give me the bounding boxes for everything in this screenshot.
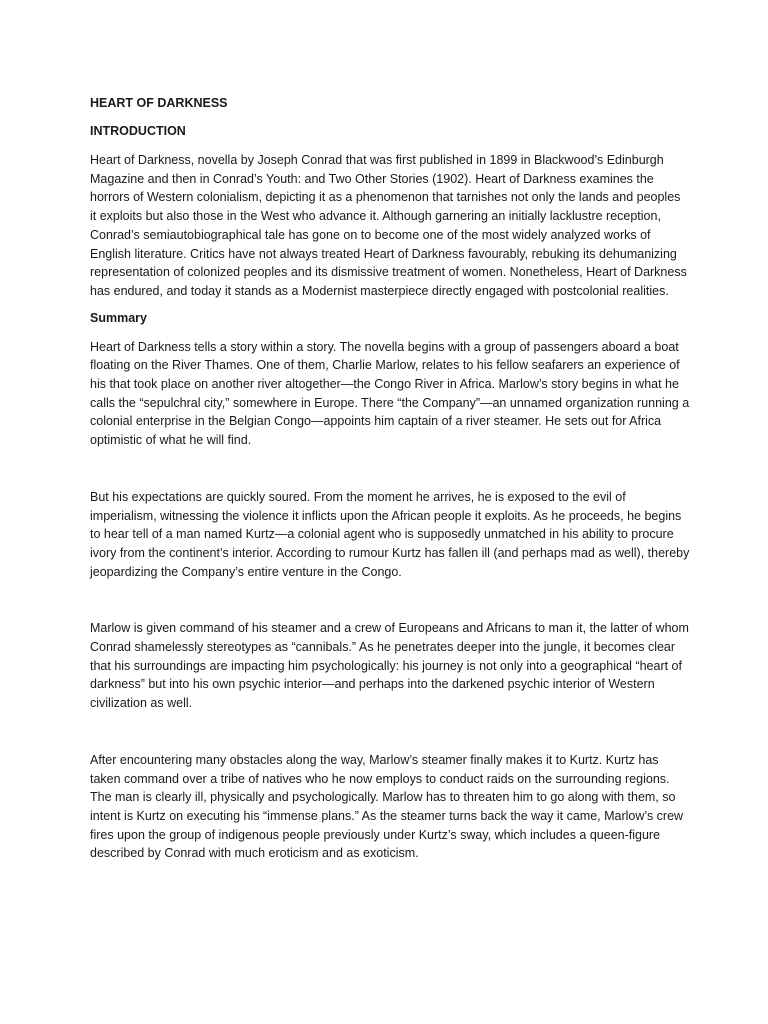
summary-paragraph-3: Marlow is given command of his steamer and a crew of Europeans and Africans to man it, the latter of whom Conrad shamelessly stereotypes as “cannibals.” As he penetrates deeper into the jungle, it becomes clear that his surroundings are impacting him psychologically: his journey is not only into a geographical “heart of darkness” but into his own psychic interior—and perhaps into the darkened psychic interior of Western civilization as well. — [90, 621, 689, 711]
summary-paragraph-1: Heart of Darkness tells a story within a story. The novella begins with a group of passengers aboard a boat floating on the River Thames. One of them, Charlie Marlow, relates to his fellow seafarers an experience of his that took place on another river altogether—the Congo River in Africa. Marlow’s story begins in what he calls the “sepulchral city,” somewhere in Europe. There “the Company”—an unnamed organization running a colonial enterprise in the Belgian Congo—appoints him captain of a river steamer. He sets out for Africa optimistic of what he will find. — [90, 339, 690, 448]
document-title: HEART OF DARKNESS — [90, 96, 228, 110]
summary-paragraph-2: But his expectations are quickly soured. From the moment he arrives, he is exposed to the evil of imperialism, witnessing the violence it inflicts upon the African people it exploits. As he proceeds, he begins to hear tell of a man named Kurtz—a colonial agent who is supposedly unmatched in his ability to procure ivory from the continent’s interior. According to rumour Kurtz has fallen ill (and perhaps mad as well), thereby jeopardizing the Company’s entire venture in the Congo. — [90, 489, 690, 579]
document-page — [90, 94, 690, 863]
summary-paragraph-4: After encountering many obstacles along the way, Marlow’s steamer finally makes it to Kurtz. Kurtz has taken command over a tribe of natives who he now employs to conduct raids on the surrounding regions. The man is clearly ill, physically and psychologically. Marlow has to threaten him to go along with them, so intent is Kurtz on executing his “immense plans.” As the steamer turns back the way it came, Marlow’s crew fires upon the group of indigenous people previously under Kurtz’s sway, which includes a queen-figure described by Conrad with much eroticism and as exoticism. — [90, 752, 684, 861]
introduction-paragraph: Heart of Darkness, novella by Joseph Conrad that was first published in 1899 in Blackwood’s Edinburgh Magazine and then in Conrad’s Youth: and Two Other Stories (1902). Heart of Darkness examines the horrors of Western colonialism, depicting it as a phenomenon that tarnishes not only the lands and peoples it exploits but also those in the West who advance it. Although garnering an initially lacklustre reception, Conrad’s semiautobiographical tale has gone on to become one of the most widely analyzed works of English literature. Critics have not always treated Heart of Darkness favourably, rebuking its dehumanizing representation of colonized peoples and its dismissive treatment of women. Nonetheless, Heart of Darkness has endured, and today it stands as a Modernist masterpiece directly engaged with postcolonial realities. — [90, 153, 687, 298]
summary-heading: Summary — [90, 310, 147, 325]
introduction-heading: INTRODUCTION — [90, 124, 186, 138]
